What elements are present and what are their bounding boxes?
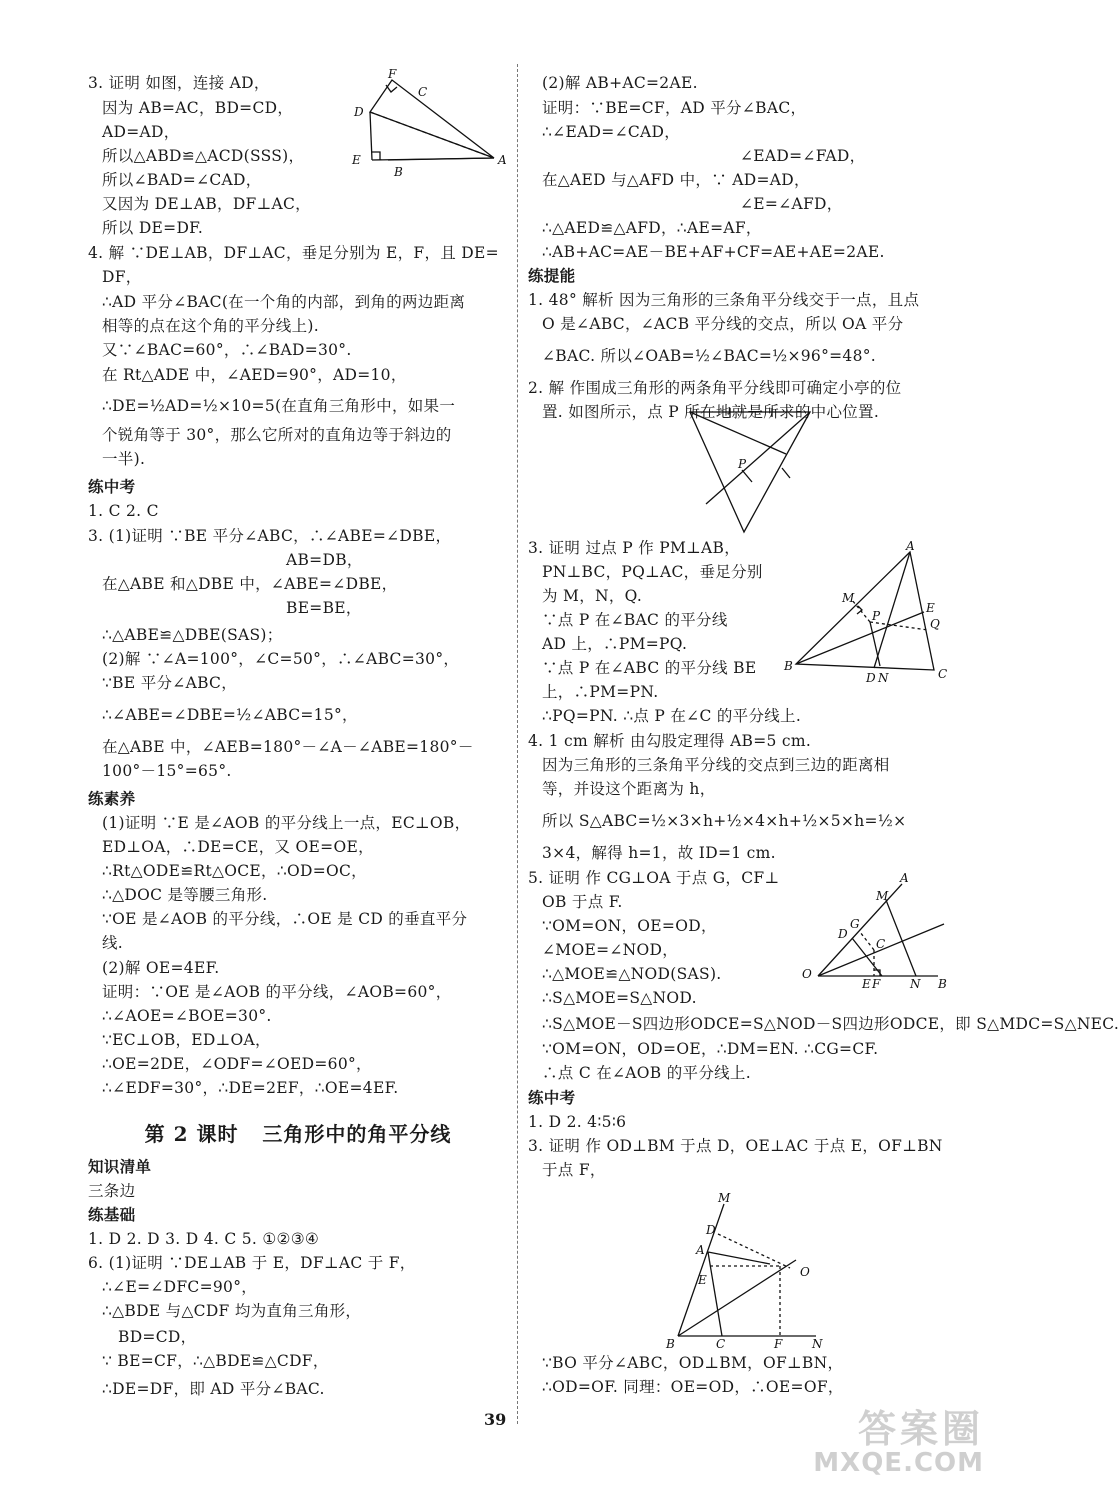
right-text-line: 4. 1 cm 解析 由勾股定理得 AB=5 cm. bbox=[528, 732, 812, 750]
left-text-line: 三条边 bbox=[88, 1182, 136, 1200]
fig5-label-m: M bbox=[718, 1191, 731, 1205]
right-text-line: ∵点 P 在∠BAC 的平分线 bbox=[542, 611, 728, 629]
left-text-line: ∴△ABE≌△DBE(SAS)； bbox=[102, 626, 283, 644]
left-text-line: 在△ABE 中，∠AEB=180°－∠A－∠ABE=180°－ bbox=[102, 738, 474, 756]
right-text-line: 证明：∵BE=CF，AD 平分∠BAC， bbox=[542, 99, 807, 117]
left-text-line: ∴DE=DF，即 AD 平分∠BAC. bbox=[102, 1380, 325, 1398]
right-text-line: 等，并设这个距离为 h， bbox=[542, 780, 716, 798]
left-text-line: 所以△ABD≌△ACD(SSS)， bbox=[102, 147, 305, 165]
right-text-line: ∴点 C 在∠AOB 的平分线上. bbox=[542, 1064, 751, 1082]
left-text-line: 一半). bbox=[102, 450, 146, 468]
left-text-line: 所以 DE=DF. bbox=[102, 219, 204, 237]
figure-angle-aob bbox=[798, 872, 958, 990]
right-text-line: ∴PQ=PN. ∴点 P 在∠C 的平分线上. bbox=[542, 707, 802, 725]
right-text-line: 练中考 bbox=[528, 1088, 576, 1107]
right-text-line: ∴AB+AC=AE－BE+AF+CF=AE+AE=2AE. bbox=[542, 243, 885, 261]
left-text-line: 100°－15°=65°. bbox=[102, 762, 232, 780]
right-text-line: 2. 解 作围成三角形的两条角平分线即可确定小亭的位 bbox=[528, 379, 902, 397]
fig1-label-c: C bbox=[418, 85, 428, 99]
left-text-line: (1)证明 ∵E 是∠AOB 的平分线上一点，EC⊥OB， bbox=[102, 814, 471, 832]
fig4-label-g: G bbox=[850, 917, 860, 931]
right-text-line: 置. 如图所示，点 P 所在地就是所求的中心位置. bbox=[542, 403, 880, 421]
right-text-line: ∴△AED≌△AFD，∴AE=AF， bbox=[542, 219, 762, 237]
watermark-line2: MXQE.COM bbox=[813, 1448, 984, 1478]
right-text-line: ∴S△MOE=S△NOD. bbox=[542, 989, 697, 1007]
left-text-line: 知识清单 bbox=[88, 1157, 152, 1176]
fig4-label-m: M bbox=[876, 889, 889, 903]
fig1-label-a: A bbox=[498, 153, 507, 167]
column-divider bbox=[517, 64, 518, 1424]
left-text-line: 相等的点在这个角的平分线上). bbox=[102, 317, 319, 335]
left-text-line: ∵EC⊥OB，ED⊥OA， bbox=[102, 1031, 271, 1049]
fig5-label-d: D bbox=[706, 1223, 716, 1237]
figure-triangle-ade bbox=[348, 68, 518, 180]
left-text-line: 1. C 2. C bbox=[88, 502, 159, 520]
left-text-line: ∴△DOC 是等腰三角形. bbox=[102, 886, 268, 904]
figure-triangle-bisectors bbox=[686, 408, 814, 536]
right-text-line: ∵OM=ON，OD=OE，∴DM=EN. ∴CG=CF. bbox=[542, 1040, 879, 1058]
right-text-line: ∴∠EAD=∠CAD， bbox=[542, 123, 681, 141]
watermark-line1: 答案圈 bbox=[857, 1407, 984, 1451]
left-text-line: 1. D 2. D 3. D 4. C 5. ①②③④ bbox=[88, 1230, 320, 1248]
fig1-label-e: E bbox=[352, 153, 361, 167]
right-text-line: (2)解 AB+AC=2AE. bbox=[542, 74, 698, 92]
left-text-line: AD=AD， bbox=[102, 123, 180, 141]
watermark bbox=[760, 1398, 990, 1488]
right-text-line: ∠E=∠AFD， bbox=[740, 195, 843, 213]
fig5-label-f: F bbox=[774, 1337, 783, 1351]
fig4-label-b: B bbox=[938, 977, 947, 991]
fig3-label-a: A bbox=[906, 539, 915, 553]
left-text-line: 证明：∵OE 是∠AOB 的平分线，∠AOB=60°， bbox=[102, 983, 452, 1001]
right-text-line: 3×4，解得 h=1，故 ID=1 cm. bbox=[542, 844, 776, 862]
right-text-line: 上，∴PM=PN. bbox=[542, 683, 659, 701]
fig3-label-b: B bbox=[784, 659, 793, 673]
left-text-line: ED⊥OA，∴DE=CE，又 OE=OE， bbox=[102, 838, 374, 856]
left-text-line: BD=CD， bbox=[118, 1328, 197, 1346]
right-text-line: OB 于点 F. bbox=[542, 893, 623, 911]
left-text-line: ∴DE=½AD=½×10=5(在直角三角形中，如果一 bbox=[102, 397, 456, 415]
right-text-line: 为 M，N，Q. bbox=[542, 587, 643, 605]
fig2-label-p: P bbox=[738, 457, 747, 471]
fig5-label-e: E bbox=[698, 1273, 707, 1287]
left-text-line: 练素养 bbox=[88, 789, 136, 808]
fig3-label-d: D bbox=[866, 671, 876, 685]
fig1-label-d: D bbox=[354, 105, 364, 119]
left-text-line: ∴∠ABE=∠DBE=½∠ABC=15°， bbox=[102, 706, 358, 724]
right-text-line: 1. D 2. 4∶5∶6 bbox=[528, 1113, 627, 1131]
right-text-line: ∠EAD=∠FAD， bbox=[740, 147, 866, 165]
right-text-line: PN⊥BC，PQ⊥AC，垂足分别 bbox=[542, 563, 763, 581]
left-text-line: 在△ABE 和△DBE 中，∠ABE=∠DBE， bbox=[102, 575, 398, 593]
left-text-line: ∴OE=2DE，∠ODF=∠OED=60°， bbox=[102, 1055, 372, 1073]
right-text-line: ∵BO 平分∠ABC，OD⊥BM，OF⊥BN， bbox=[542, 1354, 844, 1372]
left-text-line: 练中考 bbox=[88, 477, 136, 496]
left-text-line: (2)解 OE=4EF. bbox=[102, 959, 220, 977]
left-text-line: 个锐角等于 30°，那么它所对的直角边等于斜边的 bbox=[102, 426, 452, 444]
fig3-label-p: P bbox=[872, 609, 881, 623]
left-text-line: (2)解 ∵∠A=100°，∠C=50°，∴∠ABC=30°， bbox=[102, 650, 460, 668]
fig3-label-c: C bbox=[938, 667, 948, 681]
right-text-line: 在△AED 与△AFD 中，∵ AD=AD， bbox=[542, 171, 810, 189]
left-text-line: ∴△BDE 与△CDF 均为直角三角形， bbox=[102, 1302, 362, 1320]
right-text-line: ∵点 P 在∠ABC 的平分线 BE bbox=[542, 659, 757, 677]
fig4-label-f: F bbox=[872, 977, 881, 991]
left-text-line: DF， bbox=[102, 268, 142, 286]
fig4-label-n: N bbox=[910, 977, 921, 991]
fig3-label-e: E bbox=[926, 601, 935, 615]
left-text-line: 又∵∠BAC=60°，∴∠BAD=30°. bbox=[102, 341, 352, 359]
right-text-line: ∴OD=OF. 同理：OE=OD，∴OE=OF， bbox=[542, 1378, 844, 1396]
fig4-label-d: D bbox=[838, 927, 848, 941]
left-text-line: 3. (1)证明 ∵BE 平分∠ABC，∴∠ABE=∠DBE， bbox=[88, 527, 452, 545]
figure-triangle-pmnq bbox=[782, 540, 954, 690]
right-text-line: 1. 48° 解析 因为三角形的三条角平分线交于一点，且点 bbox=[528, 291, 920, 309]
left-text-line: ∴∠AOE=∠BOE=30°. bbox=[102, 1007, 272, 1025]
fig5-label-b: B bbox=[666, 1337, 675, 1351]
right-text-line: O 是∠ABC，∠ACB 平分线的交点，所以 OA 平分 bbox=[542, 315, 904, 333]
figure-angle-mbn bbox=[666, 1192, 836, 1352]
left-text-line: 线. bbox=[102, 934, 124, 952]
right-text-line: ∵OM=ON，OE=OD， bbox=[542, 917, 717, 935]
left-text-line: ∴AD 平分∠BAC(在一个角的内部，到角的两边距离 bbox=[102, 293, 466, 311]
left-text-line: 因为 AB=AC，BD=CD， bbox=[102, 99, 294, 117]
left-text-line: BE=BE， bbox=[286, 599, 362, 617]
left-text-line: ∵ BE=CF，∴△BDE≌△CDF， bbox=[102, 1352, 329, 1370]
right-text-line: ∠MOE=∠NOD， bbox=[542, 941, 679, 959]
left-text-line: 3. 证明 如图，连接 AD， bbox=[88, 74, 270, 92]
fig5-label-a: A bbox=[696, 1243, 705, 1257]
left-text-line: ∴∠EDF=30°，∴DE=2EF，∴OE=4EF. bbox=[102, 1079, 399, 1097]
fig1-label-f: F bbox=[388, 67, 397, 81]
right-text-line: 于点 F， bbox=[542, 1161, 606, 1179]
left-text-line: ∵BE 平分∠ABC， bbox=[102, 674, 238, 692]
fig5-label-o: O bbox=[800, 1265, 810, 1279]
right-text-line: 所以 S△ABC=½×3×h+½×4×h+½×5×h=½× bbox=[542, 812, 907, 830]
fig3-label-q: Q bbox=[930, 617, 940, 631]
left-text-line: 在 Rt△ADE 中，∠AED=90°，AD=10， bbox=[102, 366, 407, 384]
fig4-label-o: O bbox=[802, 967, 812, 981]
fig5-label-c: C bbox=[716, 1337, 726, 1351]
fig1-label-b: B bbox=[394, 165, 403, 179]
page-number: 39 bbox=[484, 1410, 507, 1429]
right-text-line: 3. 证明 作 OD⊥BM 于点 D，OE⊥AC 于点 E，OF⊥BN bbox=[528, 1137, 943, 1155]
right-text-line: ∴S△MOE－S四边形ODCE=S△NOD－S四边形ODCE，即 S△MDC=S△NEC. bbox=[542, 1015, 1119, 1033]
right-text-line: ∠BAC. 所以∠OAB=½∠BAC=½×96°=48°. bbox=[542, 347, 877, 365]
fig3-label-n: N bbox=[878, 671, 889, 685]
left-text-line: 4. 解 ∵DE⊥AB，DF⊥AC，垂足分别为 E，F，且 DE= bbox=[88, 244, 499, 262]
left-text-line: ∴Rt△ODE≌Rt△OCE，∴OD=OC， bbox=[102, 862, 367, 880]
fig3-label-m: M bbox=[842, 591, 855, 605]
left-text-line: 所以∠BAD=∠CAD， bbox=[102, 171, 262, 189]
fig4-label-a: A bbox=[900, 871, 909, 885]
left-text-line: 练基础 bbox=[88, 1205, 136, 1224]
right-text-line: 因为三角形的三条角平分线的交点到三边的距离相 bbox=[542, 756, 890, 774]
left-text-line: 6. (1)证明 ∵DE⊥AB 于 E，DF⊥AC 于 F， bbox=[88, 1254, 416, 1272]
fig4-label-e: E bbox=[862, 977, 871, 991]
fig5-label-n: N bbox=[812, 1337, 823, 1351]
right-text-line: AD 上，∴PM=PQ. bbox=[542, 635, 688, 653]
right-text-line: 练提能 bbox=[528, 266, 576, 285]
lesson-title: 第 2 课时 三角形中的角平分线 bbox=[144, 1122, 452, 1146]
left-text-line: AB=DB， bbox=[286, 551, 363, 569]
left-text-line: ∵OE 是∠AOB 的平分线，∴OE 是 CD 的垂直平分 bbox=[102, 910, 468, 928]
fig4-label-c: C bbox=[876, 937, 886, 951]
right-text-line: ∴△MOE≌△NOD(SAS). bbox=[542, 965, 722, 983]
right-text-line: 5. 证明 作 CG⊥OA 于点 G，CF⊥ bbox=[528, 869, 780, 887]
left-text-line: 又因为 DE⊥AB，DF⊥AC， bbox=[102, 195, 311, 213]
right-text-line: 3. 证明 过点 P 作 PM⊥AB， bbox=[528, 539, 741, 557]
left-text-line: ∴∠E=∠DFC=90°， bbox=[102, 1278, 258, 1296]
